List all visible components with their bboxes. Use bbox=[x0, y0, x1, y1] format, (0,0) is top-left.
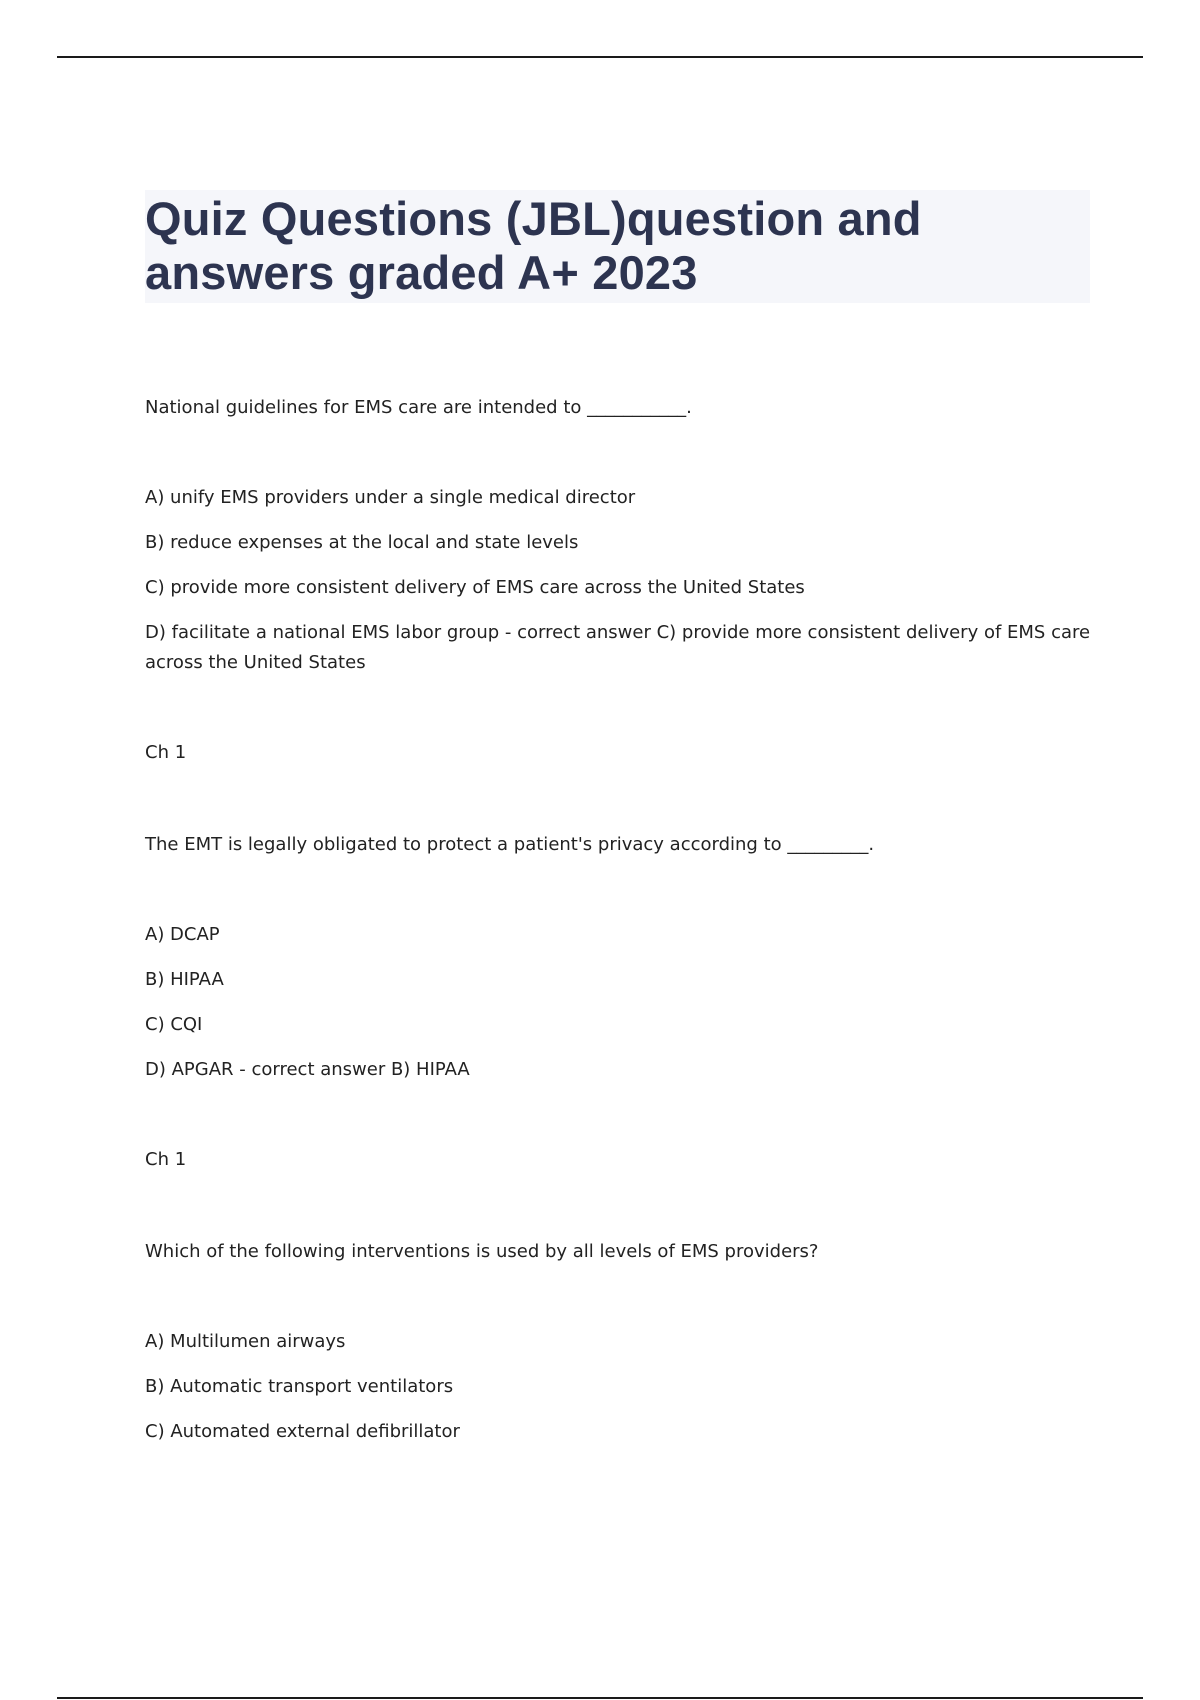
question-3-option-a: A) Multilumen airways bbox=[145, 1331, 346, 1352]
top-rule bbox=[57, 56, 1143, 58]
question-1-option-d: D) facilitate a national EMS labor group - correct answer C) provide more consistent delivery of EMS care across the United States bbox=[145, 622, 1091, 673]
question-1-option-a: A) unify EMS providers under a single medical director bbox=[145, 487, 636, 508]
question-2-prompt: The EMT is legally obligated to protect a patient's privacy according to _________. bbox=[145, 834, 875, 855]
question-2-option-d: D) APGAR - correct answer B) HIPAA bbox=[145, 1059, 470, 1080]
question-3-prompt: Which of the following interventions is used by all levels of EMS providers? bbox=[145, 1241, 819, 1262]
question-3-option-c: C) Automated external defibrillator bbox=[145, 1421, 460, 1442]
question-3-option-b: B) Automatic transport ventilators bbox=[145, 1376, 454, 1397]
document-title: Quiz Questions (JBL)question and answers graded A+ 2023 bbox=[145, 192, 922, 299]
question-2-chapter: Ch 1 bbox=[145, 1149, 187, 1170]
question-2-option-a: A) DCAP bbox=[145, 924, 220, 945]
question-1-chapter: Ch 1 bbox=[145, 742, 187, 763]
question-1-option-b: B) reduce expenses at the local and state levels bbox=[145, 532, 579, 553]
question-2-option-b: B) HIPAA bbox=[145, 969, 224, 990]
bottom-rule bbox=[57, 1697, 1143, 1699]
question-1-prompt: National guidelines for EMS care are intended to ___________. bbox=[145, 397, 692, 418]
question-1-option-c: C) provide more consistent delivery of EMS care across the United States bbox=[145, 577, 805, 598]
question-2-option-c: C) CQI bbox=[145, 1014, 203, 1035]
